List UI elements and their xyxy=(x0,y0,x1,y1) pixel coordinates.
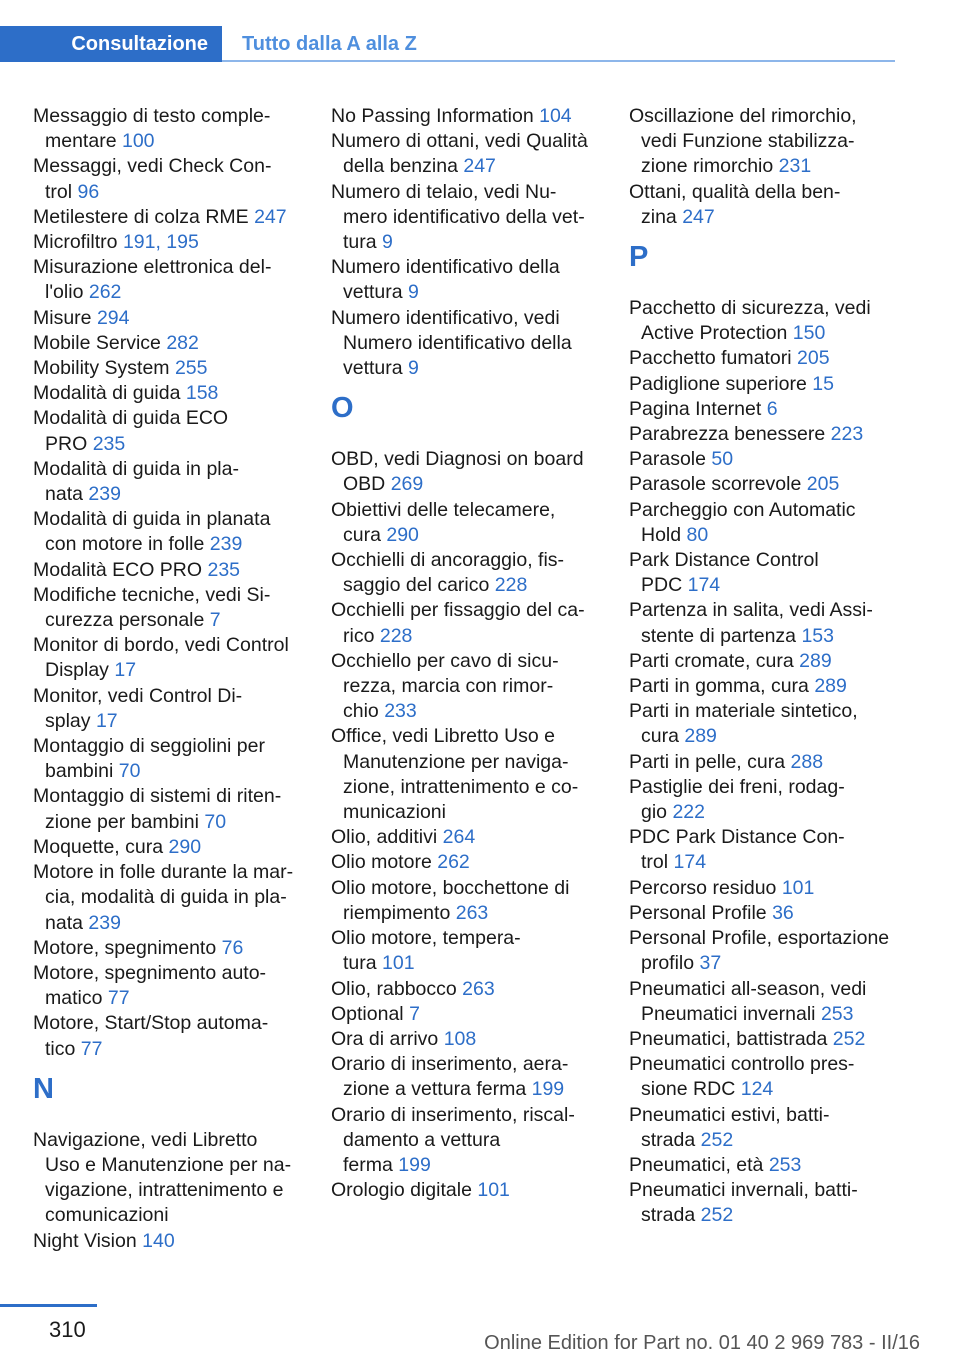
index-entry xyxy=(33,1011,309,1061)
index-entry-term: Occhiello per cavo di sicu- rezza, marcia con rimor- chio xyxy=(331,649,559,723)
index-entry-term: Night Vision xyxy=(33,1229,137,1252)
header-divider xyxy=(222,60,895,62)
index-entry xyxy=(33,633,309,683)
page-reference-link[interactable]: 7 xyxy=(209,609,221,632)
index-entry xyxy=(629,674,905,699)
page-reference-link[interactable]: 252 xyxy=(832,1027,866,1050)
index-entry xyxy=(33,734,309,784)
page-reference-link[interactable]: 104 xyxy=(539,105,572,127)
index-entry-term: Parti cromate, cura xyxy=(629,649,794,672)
index-entry-term: Montaggio di sistemi di riten- zione per bambini xyxy=(33,785,282,833)
index-entry-term: Modalità ECO PRO xyxy=(33,558,203,581)
index-entry xyxy=(629,296,905,346)
index-entry-term: Monitor, vedi Control Di- splay xyxy=(33,684,243,732)
index-entry xyxy=(331,926,607,976)
page-reference-link[interactable]: 70 xyxy=(118,760,141,783)
page-reference-link[interactable]: 158 xyxy=(185,382,219,405)
page-reference-link[interactable]: 263 xyxy=(462,977,495,1000)
page-reference-link[interactable]: 247 xyxy=(463,155,496,178)
page-reference-link[interactable]: 37 xyxy=(699,952,722,975)
index-entry-term: Metilestere di colza RME xyxy=(33,205,249,228)
index-entry-term: Percorso residuo xyxy=(629,876,777,899)
page-reference-link[interactable]: 70 xyxy=(204,810,227,833)
index-entry-term: Pacchetto fumatori xyxy=(629,347,792,370)
index-entry xyxy=(33,961,309,1011)
index-entry-term: Orologio digitale xyxy=(331,1179,472,1202)
page-reference-link[interactable]: 231 xyxy=(778,155,812,178)
index-entry xyxy=(33,356,309,381)
index-entry xyxy=(331,180,607,256)
page-reference-link[interactable]: 101 xyxy=(781,876,815,899)
index-entry-term: Parti in pelle, cura xyxy=(629,750,786,773)
index-entry xyxy=(33,1128,309,1229)
index-entry-term: Moquette, cura xyxy=(33,835,164,858)
footer-edition-text: Online Edition for Part no. 01 40 2 969 783 - II/16 xyxy=(484,1332,920,1354)
page-reference-link[interactable]: 253 xyxy=(820,1002,854,1025)
index-entry xyxy=(33,406,309,456)
page-reference-link[interactable]: 233 xyxy=(384,700,417,723)
index-entry-term: Ora di arrivo xyxy=(331,1027,439,1050)
index-entry-term: Obiettivi delle telecamere, cura xyxy=(331,498,556,546)
index-entry-term: Orario di inserimento, aera- zione a vettura ferma xyxy=(331,1053,569,1101)
page-reference-link[interactable]: 205 xyxy=(806,473,840,496)
index-entry xyxy=(331,255,607,305)
page-reference-link[interactable]: 262 xyxy=(88,281,122,304)
index-entry xyxy=(33,205,309,230)
index-entry-term: Navigazione, vedi Libretto Uso e Manutenzione per na- vigazione, intrattenimento e comunicazioni xyxy=(33,1128,292,1227)
index-entry-term: OBD, vedi Diagnosi on board OBD xyxy=(331,448,584,496)
page-reference-link[interactable]: 174 xyxy=(673,851,707,874)
page-reference-link[interactable]: 17 xyxy=(114,659,137,682)
page-reference-link[interactable]: 36 xyxy=(772,901,794,924)
index-entry xyxy=(331,1103,607,1179)
page-reference-link[interactable]: 253 xyxy=(768,1153,802,1176)
index-entry-term: Messaggio di testo comple- mentare xyxy=(33,105,271,153)
section-letter: P xyxy=(629,241,649,274)
index-entry-term: Modifiche tecniche, vedi Si- curezza personale xyxy=(33,583,271,632)
index-entry xyxy=(331,649,607,725)
index-entry-term: Numero di telaio, vedi Nu- mero identificativo della vet- tura xyxy=(331,180,585,254)
index-entry-term: Olio motore, bocchettone di riempimento xyxy=(331,876,570,924)
page-reference-link[interactable]: 282 xyxy=(166,331,199,354)
index-entry xyxy=(33,507,309,557)
index-entry xyxy=(33,936,309,961)
page-reference-link[interactable]: 247 xyxy=(254,205,287,228)
page-reference-link[interactable]: 80 xyxy=(686,523,709,546)
index-entry xyxy=(331,548,607,598)
page-reference-link[interactable]: 9 xyxy=(408,357,419,380)
index-entry-term: Microfiltro xyxy=(33,231,118,254)
index-entry-term: Parabrezza benessere xyxy=(629,423,826,446)
page-reference-link[interactable]: 239 xyxy=(88,911,121,934)
index-entry xyxy=(33,1229,309,1254)
index-column-2 xyxy=(331,104,607,1203)
page-reference-link[interactable]: 289 xyxy=(799,649,832,672)
index-entry-term: Olio, additivi xyxy=(331,826,438,849)
index-entry xyxy=(33,457,309,507)
index-entry xyxy=(629,901,905,926)
page-reference-link[interactable]: 228 xyxy=(379,624,413,647)
section-letter: N xyxy=(33,1072,54,1105)
page-reference-link[interactable]: 77 xyxy=(80,1037,103,1060)
index-entry xyxy=(629,649,905,674)
index-entry xyxy=(33,684,309,734)
index-entry xyxy=(629,1052,905,1102)
index-entry-term: Mobile Service xyxy=(33,331,161,354)
index-entry-term: Pagina Internet xyxy=(629,397,762,420)
index-entry xyxy=(629,977,905,1027)
index-entry-term: Office, vedi Libretto Uso e Manutenzione per naviga- zione, intrattenimento e co- municazioni xyxy=(331,725,579,824)
index-entry-term: Messaggi, vedi Check Con- trol xyxy=(33,155,272,203)
index-entry xyxy=(331,977,607,1002)
page-reference-link[interactable]: 289 xyxy=(814,675,847,698)
index-entry xyxy=(629,1027,905,1052)
index-entry xyxy=(331,104,607,129)
index-entry xyxy=(331,498,607,548)
index-entry-term: Optional xyxy=(331,1002,404,1025)
index-entry-term: Numero di ottani, vedi Qualità della benzina xyxy=(331,130,588,178)
index-entry-term: Olio, rabbocco xyxy=(331,977,457,1000)
index-entry xyxy=(629,422,905,447)
index-entry xyxy=(331,447,607,497)
page-reference-link[interactable]: 199 xyxy=(531,1078,565,1101)
index-entry-term: Occhielli per fissaggio del ca- rico xyxy=(331,599,585,647)
index-entry-term: Pneumatici all-season, vedi Pneumatici invernali xyxy=(629,977,867,1025)
page-number: 310 xyxy=(49,1317,86,1342)
index-entry xyxy=(629,1178,905,1228)
index-entry-term: Pneumatici controllo pres- sione RDC xyxy=(629,1053,855,1101)
index-entry-term: Motore, spegnimento xyxy=(33,936,217,959)
page-reference-link[interactable]: 223 xyxy=(830,423,864,446)
index-entry xyxy=(331,129,607,179)
index-entry xyxy=(33,860,309,936)
page-reference-link[interactable]: 96 xyxy=(77,180,100,203)
page-reference-link[interactable]: 199 xyxy=(398,1153,431,1176)
index-entry xyxy=(331,1027,607,1052)
index-entry-term: Orario di inserimento, riscal- damento a vettura ferma xyxy=(331,1103,575,1176)
tab-tutto-dalla-a-alla-z[interactable]: Tutto dalla A alla Z xyxy=(242,33,417,55)
page-reference-link[interactable]: 9 xyxy=(382,231,393,254)
index-entry xyxy=(629,346,905,371)
index-entry-term: Ottani, qualità della ben- zina xyxy=(629,180,841,228)
index-entry-term: Occhielli di ancoraggio, fis- saggio del carico xyxy=(331,549,565,597)
index-entry xyxy=(629,372,905,397)
page-reference-link[interactable]: 17 xyxy=(95,709,118,732)
index-entry-term: Olio motore, tempera- tura xyxy=(331,927,521,975)
page-reference-link[interactable]: 239 xyxy=(209,533,243,556)
page-reference-link[interactable]: 77 xyxy=(107,987,130,1010)
page-reference-link[interactable]: 252 xyxy=(700,1204,734,1227)
page-number-rule xyxy=(0,1304,97,1307)
page-reference-link[interactable]: 101 xyxy=(477,1179,510,1202)
index-column-1 xyxy=(33,104,309,1254)
index-entry xyxy=(629,180,905,230)
index-entry-term: PDC Park Distance Con- trol xyxy=(629,826,845,874)
index-entry-term: Misurazione elettronica del- l'olio xyxy=(33,256,272,304)
index-entry xyxy=(629,598,905,648)
index-entry-term: Park Distance Control PDC xyxy=(629,549,819,597)
index-entry-term: Pneumatici estivi, batti- strada xyxy=(629,1103,830,1151)
page-reference-link[interactable]: 174 xyxy=(687,574,721,597)
index-entry xyxy=(331,876,607,926)
index-entry-term: Modalità di guida ECO PRO xyxy=(33,407,229,455)
index-entry xyxy=(629,1103,905,1153)
page-reference-link[interactable]: 264 xyxy=(442,826,476,849)
index-entry xyxy=(629,498,905,548)
page-reference-link[interactable]: 140 xyxy=(142,1229,175,1252)
index-entry xyxy=(629,104,905,180)
page-reference-link[interactable]: 50 xyxy=(711,448,734,471)
page-reference-link[interactable]: 288 xyxy=(790,750,824,773)
page-reference-link[interactable]: 290 xyxy=(386,523,419,546)
index-entry xyxy=(629,472,905,497)
page-reference-link[interactable]: 191, 195 xyxy=(122,231,199,254)
index-entry-term: Motore, spegnimento auto- matico xyxy=(33,961,267,1010)
index-entry xyxy=(331,1178,607,1203)
index-entry xyxy=(331,1052,607,1102)
index-entry-term: Parti in materiale sintetico, cura xyxy=(629,700,858,748)
index-entry-term: Padiglione superiore xyxy=(629,372,807,395)
index-column-3 xyxy=(629,104,905,1229)
index-entry-term: Pastiglie dei freni, rodag- gio xyxy=(629,775,845,824)
index-entry xyxy=(33,154,309,204)
index-entry xyxy=(629,825,905,875)
index-entry xyxy=(331,724,607,825)
index-entry-term: Pacchetto di sicurezza, vedi Active Protection xyxy=(629,297,871,345)
page-reference-link[interactable]: 222 xyxy=(672,801,705,824)
index-entry-term: Parcheggio con Automatic Hold xyxy=(629,498,856,546)
page-reference-link[interactable]: 269 xyxy=(390,473,424,496)
index-entry-term: Monitor di bordo, vedi Control Display xyxy=(33,634,289,682)
index-entry-term: Parasole xyxy=(629,448,706,471)
page-reference-link[interactable]: 9 xyxy=(408,281,419,304)
index-entry-term: Modalità di guida in planata con motore in folle xyxy=(33,508,271,556)
index-entry xyxy=(331,850,607,875)
index-entry xyxy=(629,1153,905,1178)
page-reference-link[interactable]: 15 xyxy=(812,372,834,395)
index-entry-term: Modalità di guida xyxy=(33,382,181,405)
index-entry-term: Modalità di guida in pla- nata xyxy=(33,457,239,506)
index-entry xyxy=(331,1002,607,1027)
index-entry xyxy=(33,835,309,860)
index-entry-term: Pneumatici invernali, batti- strada xyxy=(629,1179,858,1227)
page-reference-link[interactable]: 153 xyxy=(801,624,834,647)
index-entry-term: Motore in folle durante la mar- cia, modalità di guida in pla- nata xyxy=(33,861,294,934)
index-entry-term: Parasole scorrevole xyxy=(629,473,802,496)
index-entry xyxy=(33,331,309,356)
index-entry-term: Personal Profile xyxy=(629,901,767,924)
tab-consultazione[interactable]: Consultazione xyxy=(0,26,222,62)
index-entry xyxy=(629,750,905,775)
index-entry xyxy=(33,255,309,305)
chapter-tab-bar xyxy=(0,26,895,62)
page-reference-link[interactable]: 263 xyxy=(455,901,489,924)
index-entry xyxy=(33,558,309,583)
page-reference-link[interactable]: 7 xyxy=(409,1002,420,1025)
index-entry xyxy=(629,447,905,472)
index-entry xyxy=(33,784,309,834)
page-reference-link[interactable]: 108 xyxy=(443,1027,477,1050)
index-entry xyxy=(629,926,905,976)
page-reference-link[interactable]: 101 xyxy=(382,952,415,975)
index-entry xyxy=(331,306,607,382)
index-entry-term: Partenza in salita, vedi Assi- stente di partenza xyxy=(629,599,873,647)
index-entry-term: Olio motore xyxy=(331,851,432,874)
page-reference-link[interactable]: 6 xyxy=(766,397,778,420)
page-reference-link[interactable]: 252 xyxy=(700,1128,734,1151)
index-entry-term: Mobility System xyxy=(33,357,170,380)
page-reference-link[interactable]: 228 xyxy=(494,574,528,597)
index-entry-term: Personal Profile, esportazione profilo xyxy=(629,927,890,975)
page-reference-link[interactable]: 247 xyxy=(682,205,715,228)
page-reference-link[interactable]: 124 xyxy=(740,1078,774,1101)
index-entry xyxy=(33,381,309,406)
page-reference-link[interactable]: 205 xyxy=(797,347,830,370)
index-entry xyxy=(33,583,309,633)
index-entry xyxy=(629,397,905,422)
page-reference-link[interactable]: 294 xyxy=(96,306,130,329)
index-entry xyxy=(629,775,905,825)
index-entry-term: No Passing Information xyxy=(331,105,534,127)
page-reference-link[interactable]: 235 xyxy=(92,432,126,455)
index-entry-term: Montaggio di seggiolini per bambini xyxy=(33,735,265,783)
index-entry-term: Parti in gomma, cura xyxy=(629,675,809,698)
page-reference-link[interactable]: 290 xyxy=(168,835,202,858)
index-entry xyxy=(629,699,905,749)
page-reference-link[interactable]: 262 xyxy=(437,851,470,874)
index-entry xyxy=(629,876,905,901)
page-reference-link[interactable]: 289 xyxy=(684,725,717,748)
index-entry-term: Pneumatici, battistrada xyxy=(629,1027,828,1050)
index-entry xyxy=(629,548,905,598)
index-entry-term: Motore, Start/Stop automa- tico xyxy=(33,1012,269,1060)
index-entry xyxy=(33,306,309,331)
index-entry xyxy=(33,104,309,154)
index-entry-term: Oscillazione del rimorchio, vedi Funzione stabilizza- zione rimorchio xyxy=(629,105,857,178)
index-entry xyxy=(331,825,607,850)
page-reference-link[interactable]: 150 xyxy=(792,322,826,345)
index-entry-term: Numero identificativo della vettura xyxy=(331,256,560,304)
page-reference-link[interactable]: 239 xyxy=(88,483,121,506)
index-entry-term: Pneumatici, età xyxy=(629,1153,764,1176)
section-letter: O xyxy=(331,392,354,425)
page-reference-link[interactable]: 255 xyxy=(174,357,208,380)
index-entry-term: Misure xyxy=(33,306,92,329)
page-reference-link[interactable]: 100 xyxy=(121,130,155,153)
index-entry xyxy=(33,230,309,255)
page-reference-link[interactable]: 76 xyxy=(221,936,244,959)
index-entry xyxy=(331,598,607,648)
page-reference-link[interactable]: 235 xyxy=(207,558,241,581)
index-entry-term: Numero identificativo, vedi Numero identificativo della vettura xyxy=(331,306,572,380)
